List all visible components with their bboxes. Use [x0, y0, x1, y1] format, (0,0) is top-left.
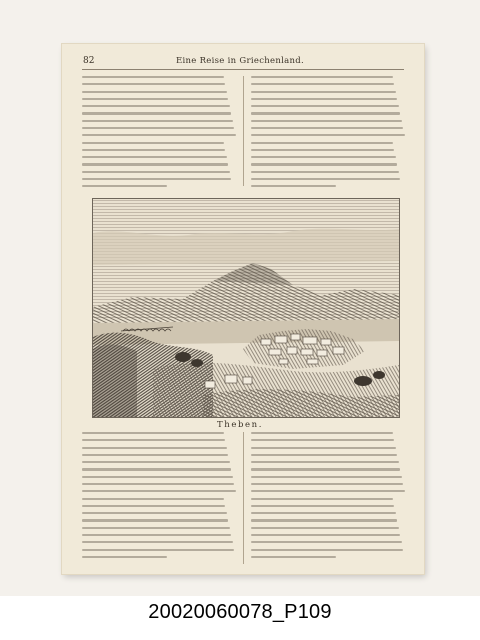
text-line — [251, 142, 393, 144]
text-line — [251, 134, 405, 136]
text-line — [251, 483, 403, 485]
text-line — [251, 519, 397, 521]
text-line — [251, 527, 399, 529]
text-line — [82, 149, 225, 151]
text-line — [82, 432, 224, 434]
text-line — [82, 505, 225, 507]
page-number: 82 — [83, 56, 95, 66]
text-line — [82, 512, 227, 514]
text-line — [251, 83, 394, 85]
engraving-landscape-icon — [93, 199, 399, 417]
text-line — [251, 476, 402, 478]
text-line — [82, 76, 224, 78]
text-line — [251, 120, 402, 122]
column-divider-top — [243, 76, 244, 186]
text-line — [251, 454, 397, 456]
text-line — [251, 105, 399, 107]
text-line — [251, 541, 402, 543]
text-line — [82, 156, 227, 158]
text-line — [82, 91, 227, 93]
text-line — [251, 468, 400, 470]
text-line — [251, 439, 394, 441]
text-line — [251, 556, 336, 558]
text-line — [82, 439, 225, 441]
text-line — [82, 112, 231, 114]
text-line — [82, 83, 225, 85]
header-rule — [82, 69, 404, 70]
text-line — [82, 476, 233, 478]
text-line — [251, 432, 393, 434]
text-line — [82, 556, 167, 558]
text-line — [82, 185, 167, 187]
text-line — [82, 468, 231, 470]
text-line — [251, 178, 400, 180]
text-line — [251, 76, 393, 78]
text-line — [251, 149, 394, 151]
text-line — [251, 549, 403, 551]
text-line — [251, 112, 400, 114]
text-line — [82, 163, 228, 165]
text-line — [251, 505, 394, 507]
text-line — [251, 171, 399, 173]
text-line — [82, 142, 224, 144]
text-line — [251, 498, 393, 500]
text-line — [251, 512, 396, 514]
text-line — [251, 91, 396, 93]
text-line — [82, 490, 236, 492]
text-line — [251, 490, 405, 492]
illustration-thebes — [92, 198, 400, 418]
text-line — [82, 105, 230, 107]
text-line — [82, 534, 231, 536]
text-line — [82, 549, 234, 551]
text-line — [82, 134, 236, 136]
text-line — [82, 461, 230, 463]
text-line — [82, 98, 228, 100]
text-line — [82, 120, 233, 122]
text-line — [82, 527, 230, 529]
text-line — [251, 461, 399, 463]
text-line — [251, 127, 403, 129]
text-column-bottom-left — [82, 432, 236, 563]
text-line — [251, 185, 336, 187]
text-column-top-left — [82, 76, 236, 193]
archive-id: 20020060078_P109 — [148, 601, 332, 623]
text-line — [251, 98, 397, 100]
text-line — [82, 447, 227, 449]
text-line — [82, 498, 224, 500]
illustration-caption: Theben. — [216, 420, 264, 430]
text-line — [251, 163, 397, 165]
text-line — [82, 127, 234, 129]
text-line — [82, 519, 228, 521]
column-divider-bottom — [243, 432, 244, 564]
text-line — [82, 483, 234, 485]
text-column-bottom-right — [251, 432, 405, 563]
text-line — [82, 454, 228, 456]
text-line — [251, 156, 396, 158]
text-column-top-right — [251, 76, 405, 193]
text-line — [82, 178, 231, 180]
text-line — [82, 541, 233, 543]
running-head: Eine Reise in Griechenland. — [175, 56, 305, 66]
text-line — [251, 534, 400, 536]
text-line — [251, 447, 396, 449]
text-line — [82, 171, 230, 173]
